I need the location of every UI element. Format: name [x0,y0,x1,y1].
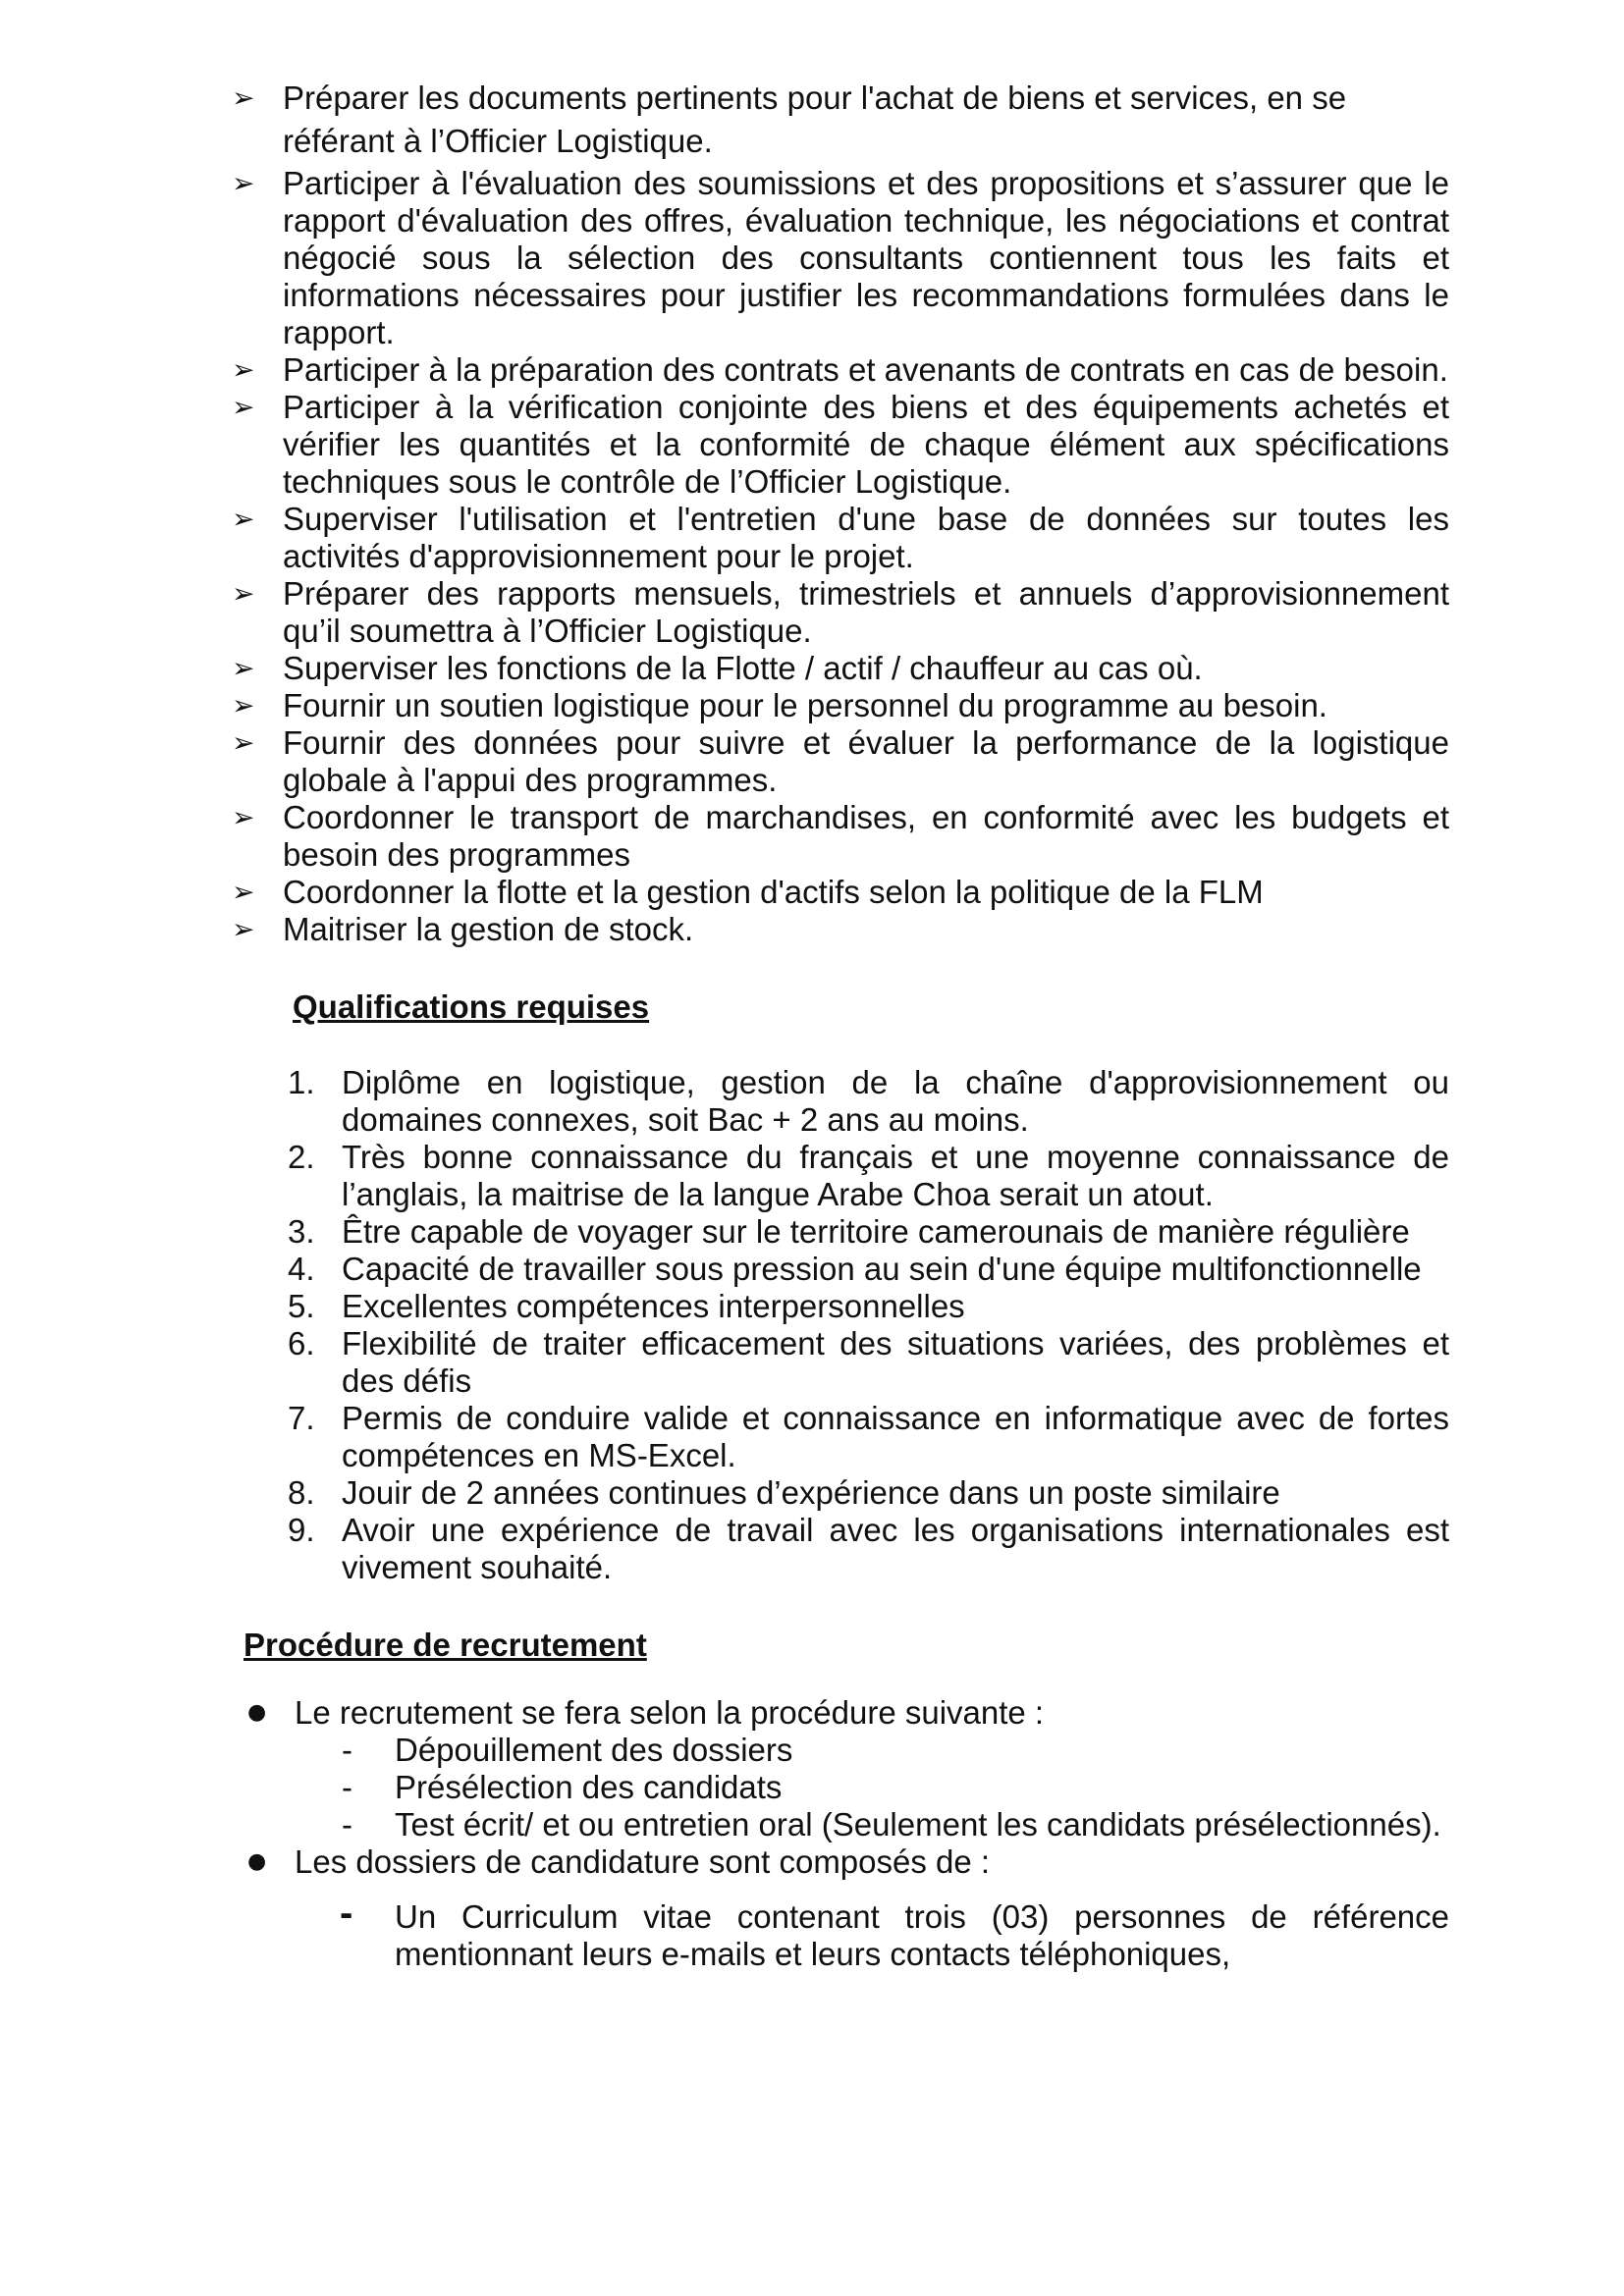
arrow-bullet-icon: ➢ [232,652,255,684]
duty-item: ➢ Participer à l'évaluation des soumissions et des propositions et s’assurer que le rapport d'évaluation des offres, évaluation technique, les négociations et contrat négocié sous la sélection des consultants contiennent tous les faits et informations nécessaires pour justifier les recommandations formulées dans le rapport. [232,165,1449,350]
qualification-item: 5. Excellentes compétences interpersonnelles [288,1288,965,1324]
duty-item: ➢ Coordonner la flotte et la gestion d'actifs selon la politique de la FLM [232,874,1264,910]
duty-item: ➢ Participer à la vérification conjointe des biens et des équipements achetés et vérifier les quantités et la conformité de chaque élément aux spécifications techniques sous le contrôle de l’Officier Logistique. [232,389,1449,500]
bullet-dot-icon: ● [247,1700,267,1725]
document-content [232,77,1449,1973]
procedure-step: - Présélection des candidats [342,1769,783,1805]
arrow-bullet-icon: ➢ [232,577,255,610]
dash-bullet-icon: - [340,1892,353,1935]
duty-item: ➢ Participer à la préparation des contrats et avenants de contrats en cas de besoin. [232,351,1448,388]
dash-bullet-icon: - [342,1732,352,1768]
procedure-list [232,1694,1449,1732]
duty-item: ➢ Superviser les fonctions de la Flotte / actif / chauffeur au cas où. [232,650,1203,686]
arrow-bullet-icon: ➢ [232,913,255,945]
arrow-bullet-icon: ➢ [232,876,255,908]
arrow-bullet-icon: ➢ [232,167,255,199]
procedure-step: - Dépouillement des dossiers [342,1732,793,1768]
arrow-bullet-icon: ➢ [232,726,255,759]
qualification-item: 6. Flexibilité de traiter efficacement des situations variées, des problèmes et des défis [288,1325,1449,1399]
duty-item: ➢ Fournir un soutien logistique pour le personnel du programme au besoin. [232,687,1327,723]
dash-bullet-icon: - [342,1806,352,1842]
procedure-step: - Test écrit/ et ou entretien oral (Seulement les candidats présélectionnés). [342,1806,1441,1842]
qualification-item: 3. Être capable de voyager sur le territoire camerounais de manière régulière [288,1213,1410,1250]
duty-item: ➢ Préparer les documents pertinents pour l'achat de biens et services, en se référant à l’Officier Logistique. [232,77,1449,163]
qualifications-list [232,1064,1449,1586]
qualification-item: 2. Très bonne connaissance du français et une moyenne connaissance de l’anglais, la maitrise de la langue Arabe Choa serait un atout. [288,1139,1449,1212]
bullet-dot-icon: ● [247,1849,267,1874]
qualification-item: 7. Permis de conduire valide et connaissance en informatique avec de fortes compétences en MS-Excel. [288,1400,1449,1473]
arrow-bullet-icon: ➢ [232,391,255,423]
qualification-item: 9. Avoir une expérience de travail avec les organisations internationales est vivement souhaité. [288,1512,1449,1585]
procedure-heading: Procédure de recrutement [244,1627,647,1663]
arrow-bullet-icon: ➢ [232,81,255,114]
arrow-bullet-icon: ➢ [232,689,255,721]
dossier-item: - Un Curriculum vitae contenant trois (03) personnes de référence mentionnant leurs e-mails et leurs contacts téléphoniques, [340,1892,1449,1972]
duty-item: ➢ Superviser l'utilisation et l'entretien d'une base de données sur toutes les activités d'approvisionnement pour le projet. [232,501,1449,574]
duties-list [232,77,1449,948]
qualification-item: 1. Diplôme en logistique, gestion de la chaîne d'approvisionnement ou domaines connexes, soit Bac + 2 ans au moins. [288,1064,1449,1138]
qualification-item: 8. Jouir de 2 années continues d’expérience dans un poste similaire [288,1474,1280,1511]
duty-item: ➢ Coordonner le transport de marchandises, en conformité avec les budgets et besoin des programmes [232,799,1449,873]
dossier-list [232,1843,1449,1881]
duty-item: ➢ Maitriser la gestion de stock. [232,911,694,947]
duty-item: ➢ Fournir des données pour suivre et évaluer la performance de la logistique globale à l'appui des programmes. [232,724,1449,798]
dossier-items [232,1892,1449,1973]
arrow-bullet-icon: ➢ [232,503,255,535]
dash-bullet-icon: - [342,1769,352,1805]
procedure-item: ● Le recrutement se fera selon la procédure suivante : [247,1694,1045,1731]
arrow-bullet-icon: ➢ [232,353,255,386]
qualifications-heading: Qualifications requises [293,988,650,1025]
duty-item: ➢ Préparer des rapports mensuels, trimestriels et annuels d’approvisionnement qu’il soumettra à l’Officier Logistique. [232,575,1449,649]
qualification-item: 4. Capacité de travailler sous pression au sein d'une équipe multifonctionnelle [288,1251,1422,1287]
dossier-intro-item: ● Les dossiers de candidature sont composés de : [247,1843,991,1880]
procedure-steps [232,1732,1449,1843]
arrow-bullet-icon: ➢ [232,801,255,833]
